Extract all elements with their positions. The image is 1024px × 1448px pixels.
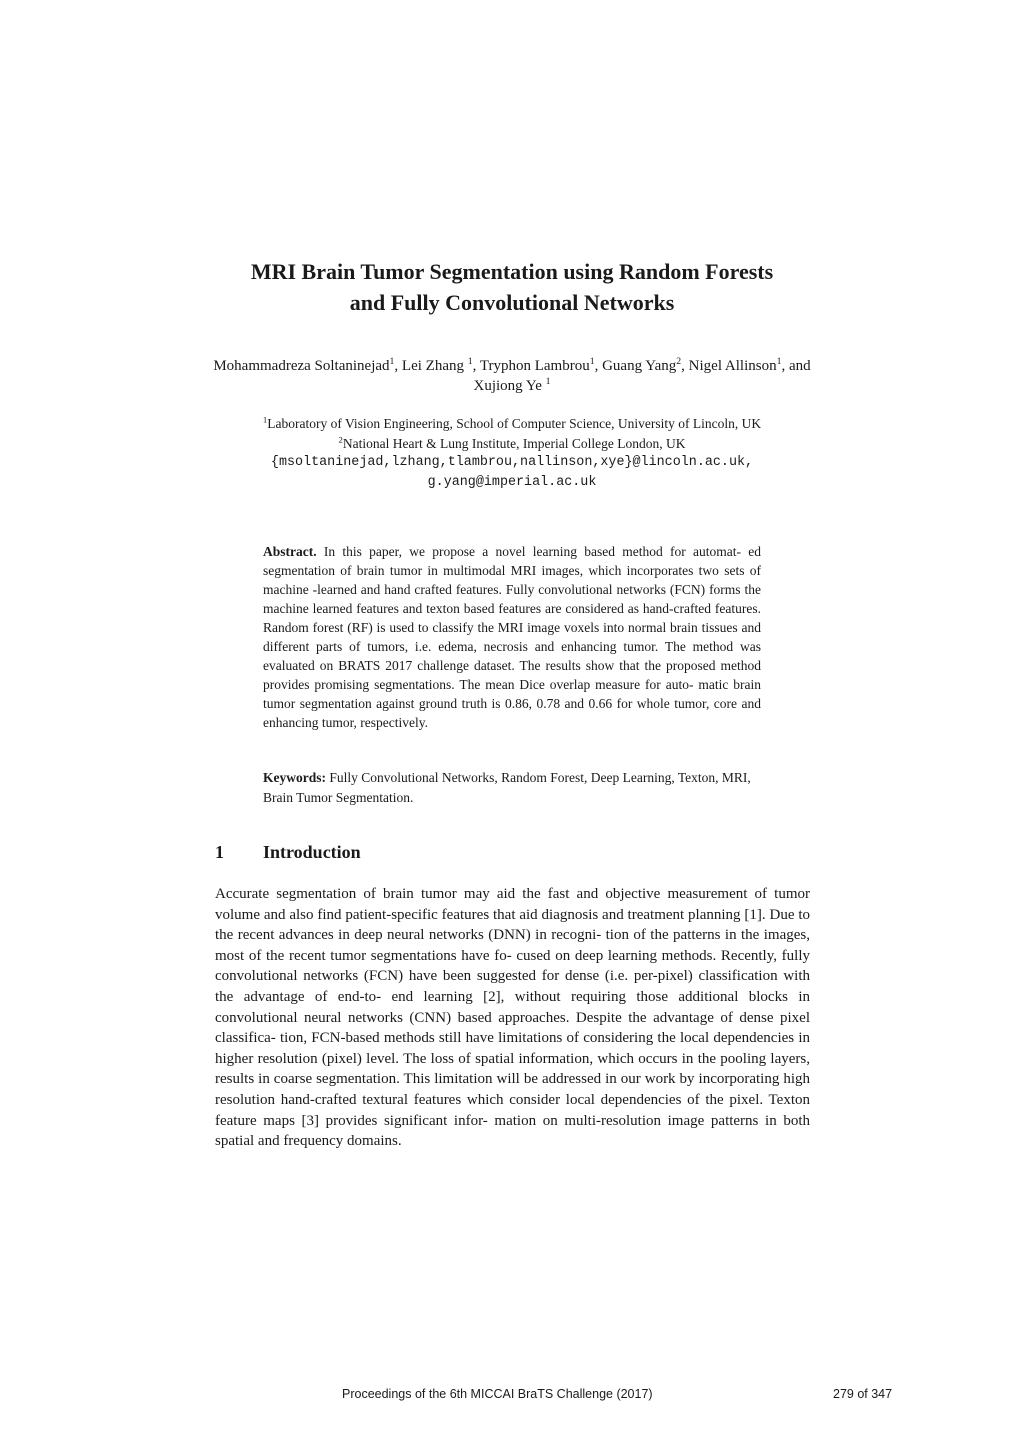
author-affiliation-mark: 1	[389, 356, 395, 367]
title-line-2: and Fully Convolutional Networks	[349, 290, 675, 315]
keywords-label: Keywords:	[263, 770, 326, 785]
abstract-text: In this paper, we propose a novel learning based method for automat- ed segmentation of brain tumor in multimodal MRI images, which incorporates two sets of machine -learned and hand crafted features. Fully convolutional networks (FCN) forms the machine learned features and texton based features are considered as hand-crafted features. Random forest (RF) is used to classify the MRI image voxels into normal brain tissues and different parts of tumors, i.e. edema, necrosis and enhancing tumor. The method was evaluated on BRATS 2017 challenge dataset. The results show that the proposed method provides promising segmentations. The mean Dice overlap measure for auto- matic brain tumor segmentation against ground truth is 0.86, 0.78 and 0.66 for whole tumor, core and enhancing tumor, respectively.	[263, 544, 761, 730]
author-affiliation-mark: 1	[467, 356, 473, 367]
keywords	[263, 768, 761, 808]
paper-title	[0, 256, 1024, 318]
affiliation-2: $^2$National Heart & Lung Institute, Imperial College London, UK	[338, 434, 686, 451]
keywords-text: Fully Convolutional Networks, Random Forest, Deep Learning, Texton, MRI, Brain Tumor Segmentation.	[263, 770, 751, 805]
author-name: Guang Yang	[602, 358, 677, 374]
introduction-paragraph: Accurate segmentation of brain tumor may aid the fast and objective measurement of tumor volume and also find patient-specific features that aid diagnosis and treatment planning [1]. Due to the recent advances in deep neural networks (DNN) in recogni- tion of the patterns in the images, most of the recent tumor segmentations have fo- cused on deep learning methods. Recently, fully convolutional networks (FCN) have been suggested for dense (i.e. per-pixel) classification with the advantage of end-to- end learning [2], without requiring those additional blocks in convolutional neural networks (CNN) based approaches. Despite the advantage of dense pixel classifica- tion, FCN-based methods still have limitations of considering the local dependencies in higher resolution (pixel) level. The loss of spatial information, which occurs in the pooling layers, results in coarse segmentation. This limitation will be addressed in our work by incorporating high resolution hand-crafted textural features which consider local dependencies of the pixel. Texton feature maps [3] provides significant infor- mation on multi-resolution image patterns in both spatial and frequency domains.	[215, 886, 810, 1150]
affiliation-1: $^1$Laboratory of Vision Engineering, School of Computer Science, University of Lincoln, UK	[262, 414, 762, 431]
title-line-1: MRI Brain Tumor Segmentation using Random Forests	[250, 259, 774, 284]
author-name: Mohammadreza Soltaninejad	[213, 358, 390, 374]
abstract	[263, 542, 761, 732]
author-name: Xujiong Ye	[473, 378, 546, 394]
section-title: Introduction	[263, 842, 361, 862]
abstract-label: Abstract.	[263, 544, 317, 559]
section-heading	[215, 840, 361, 864]
section-number: 1	[215, 842, 224, 862]
author-affiliation-mark: 1	[776, 356, 782, 367]
author-name: Allinson	[724, 358, 777, 374]
footer-proceedings: Proceedings of the 6th MICCAI BraTS Challenge (2017)	[342, 1387, 653, 1401]
author-affiliation-mark: 1	[589, 356, 595, 367]
affiliation-block	[200, 414, 824, 492]
author-name: Tryphon Lambrou	[479, 358, 590, 374]
author-affiliation-mark: 2	[676, 356, 682, 367]
email-line-2: g.yang@imperial.ac.uk	[427, 474, 597, 490]
footer-page-number: 279 of 347	[833, 1387, 893, 1401]
email-line-1: {msoltaninejad,lzhang,tlambrou,nallinson,xye}@lincoln.ac.uk,	[270, 455, 754, 470]
author-list: Mohammadreza Soltaninejad$^1$, Lei Zhang $^1$, Tryphon Lambrou$^1$, Guang Yang$^2$, Nigel Allinson$^1$, and Xujiong Ye $^1$	[213, 356, 811, 394]
author-affiliation-mark: 1	[545, 376, 551, 387]
author-name: Lei Zhang	[401, 358, 468, 374]
